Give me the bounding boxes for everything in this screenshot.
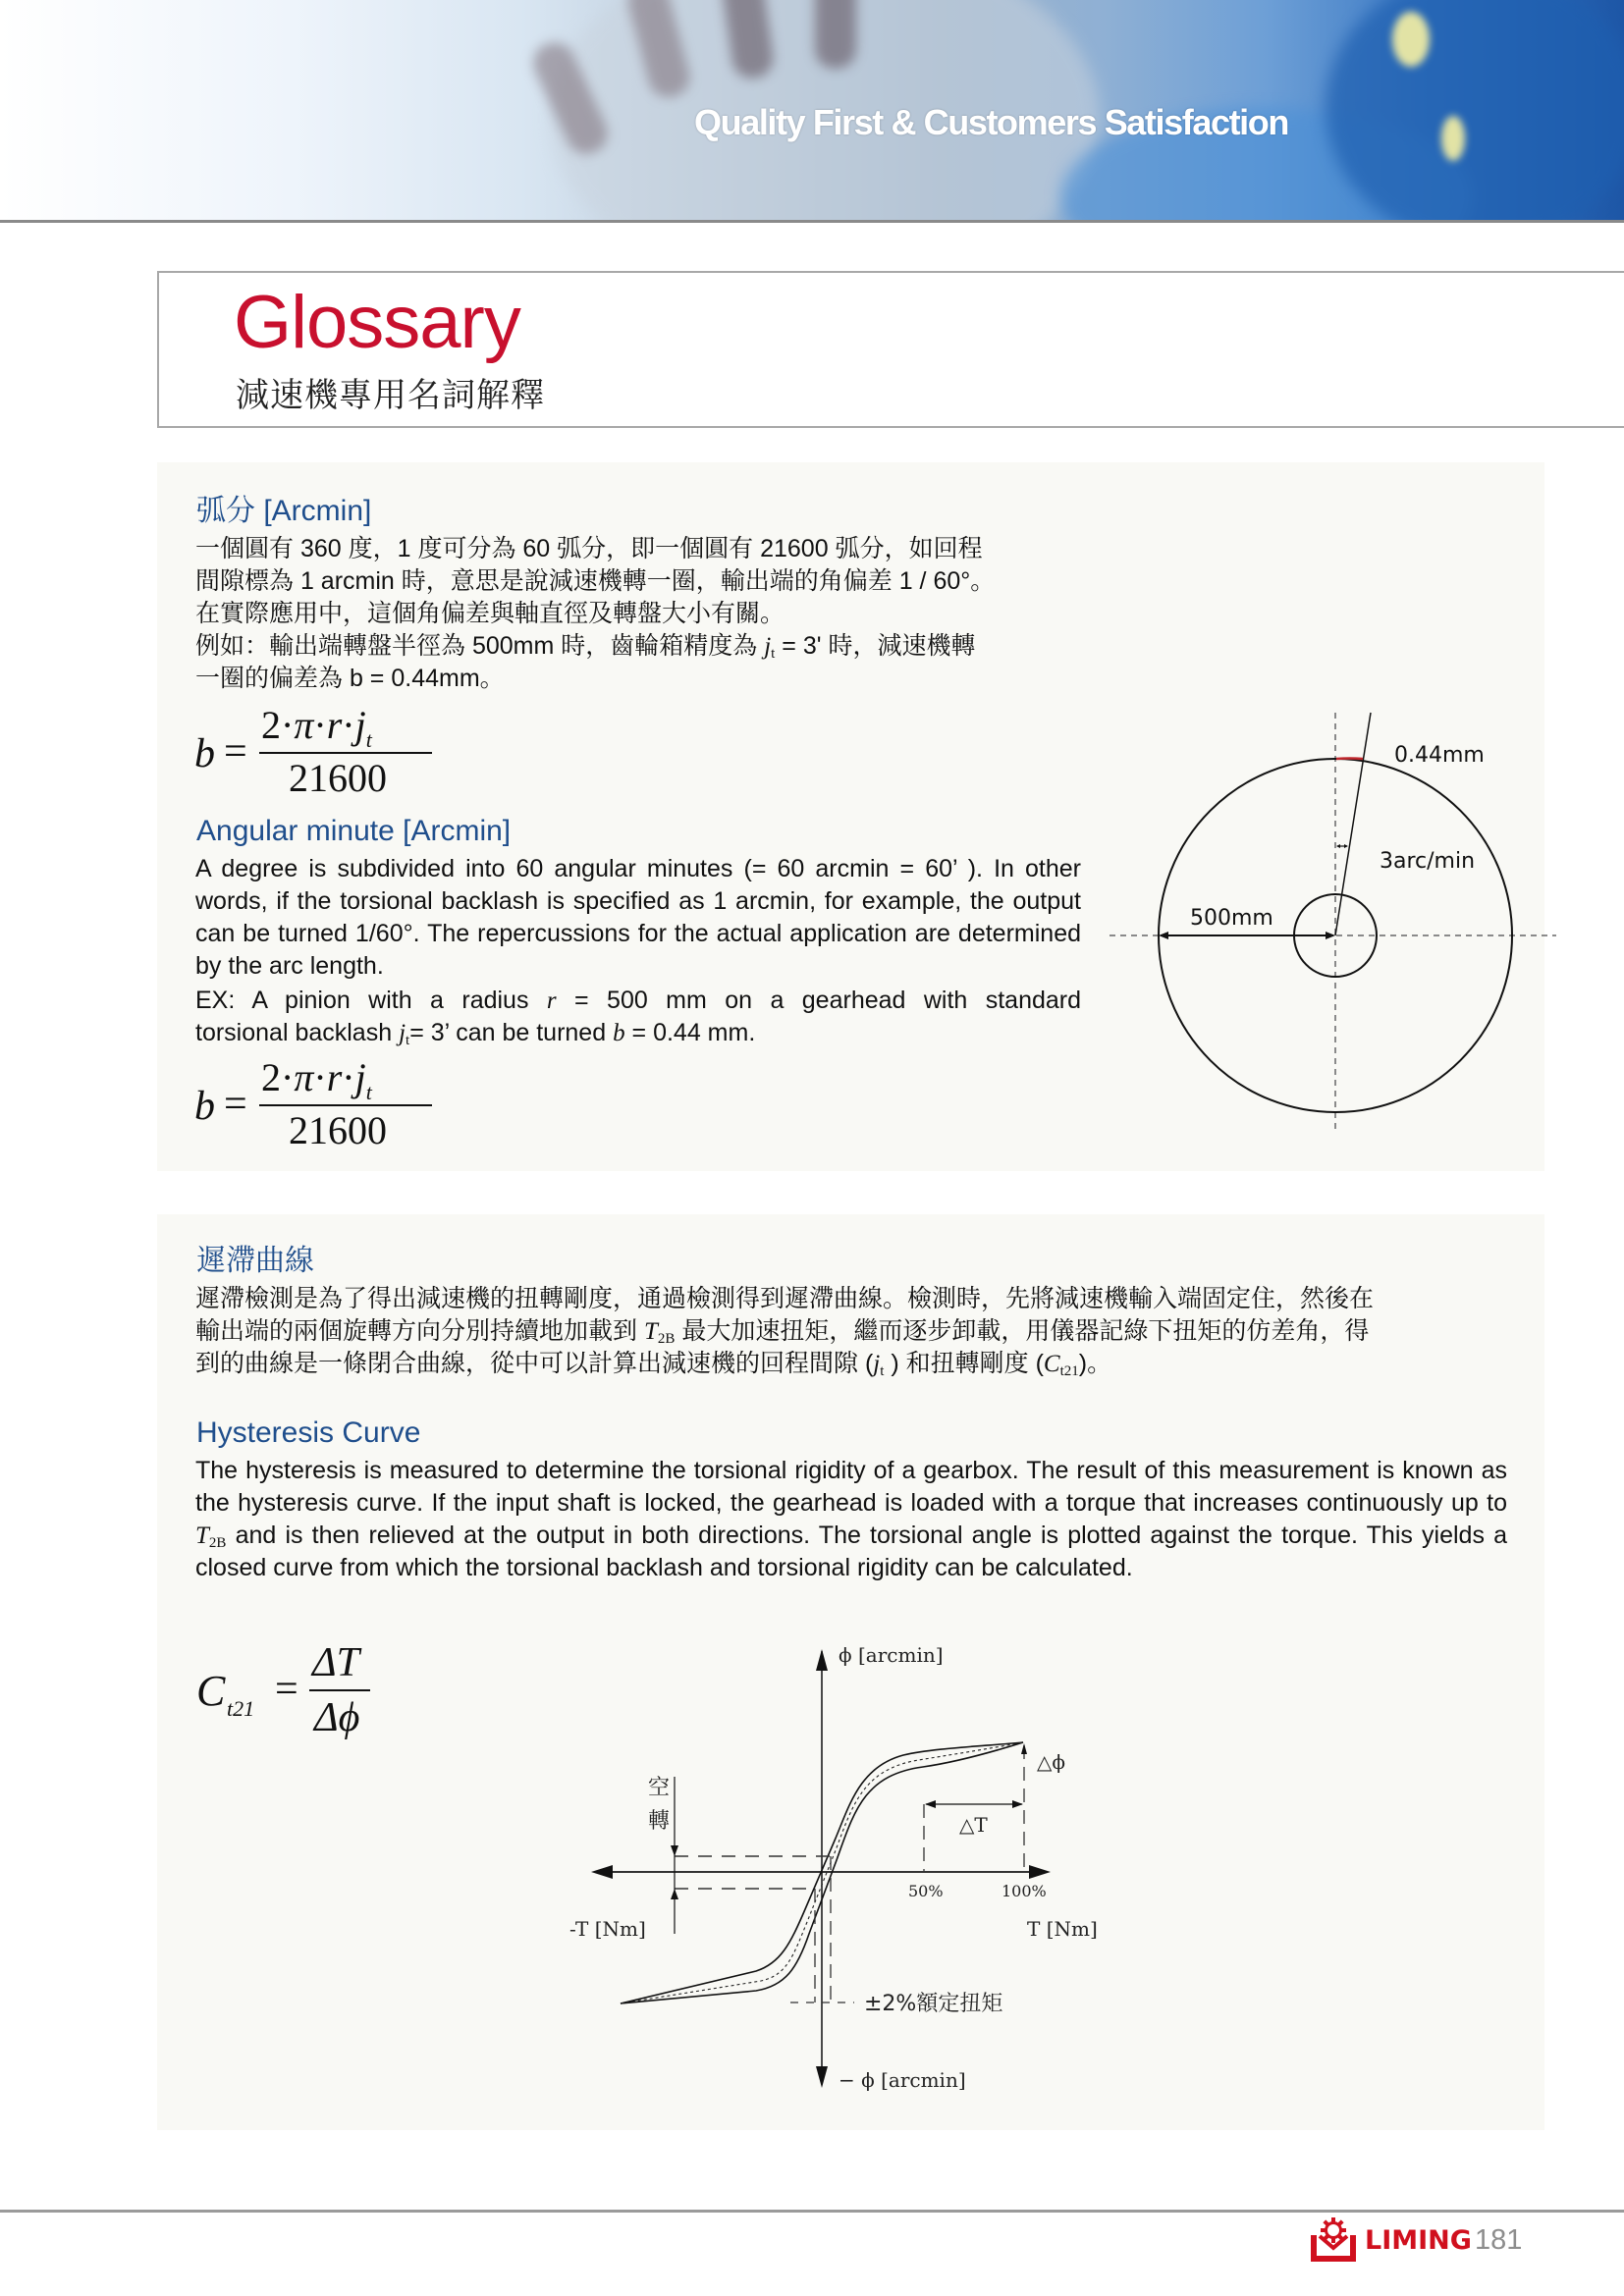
arrow-up-icon: [816, 1649, 828, 1671]
arcmin-zh-example: [195, 630, 1099, 663]
hysteresis-zh-heading: 遲滯曲線: [196, 1245, 314, 1277]
formula-equals: =: [224, 729, 247, 774]
formula-equals: =: [275, 1667, 298, 1712]
torsional-rigidity-formula: [196, 1638, 393, 1746]
title-box: [157, 271, 1624, 428]
var-sub: t: [880, 1363, 885, 1379]
formula-lhs: b: [194, 731, 215, 776]
num-part: 2·: [261, 1055, 295, 1099]
delta-t-label: △T: [959, 1813, 988, 1837]
arrow-down-icon: [671, 1845, 678, 1856]
arcmin-zh-paragraph: [195, 533, 1099, 695]
num-part: π: [294, 1055, 314, 1099]
arrow-down-icon: [816, 2066, 828, 2088]
var-j: j: [399, 1020, 406, 1046]
var-j: j: [764, 633, 772, 660]
num-part: ·: [313, 703, 327, 747]
hysteresis-en-paragraph: [195, 1455, 1507, 1617]
banner-tagline: Quality First & Customers Satisfaction: [694, 102, 1288, 142]
header-banner: [0, 0, 1624, 222]
num-part: 2·: [261, 703, 295, 747]
hysteresis-zh-paragraph: [195, 1283, 1516, 1380]
zh-text: ) 和扭轉剛度 (: [884, 1350, 1044, 1377]
arc-length-formula: [194, 1055, 450, 1153]
arcmin-zh-line: 間隙標為 1 arcmin 時，意思是說減速機轉一圈，輸出端的角偏差 1 / 60°。: [195, 567, 996, 595]
num-part: π: [294, 703, 314, 747]
num-part: ·: [342, 703, 355, 747]
arcmin-en-example-line2: [195, 1017, 1081, 1049]
arrow-left-icon: [925, 1800, 936, 1808]
var-t: T: [195, 1522, 209, 1549]
rated-torque-label: ±2%額定扭矩: [864, 1992, 1003, 2016]
banner-divider: [0, 220, 1624, 223]
zh-text: 到的曲線是一條閉合曲線，從中可以計算出減速機的回程間隙 (: [195, 1350, 874, 1377]
formula-denominator: 21600: [289, 1108, 387, 1152]
arrow-up-icon: [1021, 1743, 1027, 1754]
hysteresis-zh-line: 遲滯檢測是為了得出減速機的扭轉剛度，通過檢測得到遲滯曲線。檢測時，先將減速機輸入端固定住，然後在: [195, 1285, 1375, 1312]
formula-numerator: [261, 1055, 372, 1104]
var-sub: t21: [1059, 1363, 1079, 1379]
arrow-right-icon: [1029, 1865, 1051, 1879]
en-text: The hysteresis is measured to determine the torsional rigidity of a gearbox. The result of this measurement is known as the hysteresis curve. If the input shaft is locked, the gearhead is loaded with a torque that increases continuously up to: [195, 1457, 1507, 1517]
example-text: = 0.44 mm.: [624, 1019, 756, 1046]
var-t: T: [643, 1318, 658, 1345]
banner-gear-tooth: [815, 0, 856, 69]
logo-gear-center: [1327, 2224, 1339, 2236]
arcmin-en-heading: Angular minute [Arcmin]: [196, 815, 512, 847]
var-sub: 2B: [208, 1535, 227, 1551]
num-part: r: [326, 1055, 343, 1099]
example-text: = 3' 時，減速機轉: [775, 632, 976, 660]
arc-length-label: 0.44mm: [1394, 743, 1485, 768]
en-text: and is then relieved at the output in both directions. The torsional angle is plotted against the torque. This yields a closed curve from which the torsional backlash and torsional rigidity can be calculated.: [195, 1522, 1507, 1581]
arcmin-zh-line: 一圈的偏差為 b = 0.44mm。: [195, 665, 505, 692]
banner-light-spot: [1392, 12, 1430, 67]
num-part: ·: [342, 1055, 355, 1099]
liming-logo-icon: [1308, 2216, 1359, 2266]
hysteresis-zh-line: [195, 1315, 1516, 1348]
var-j: j: [873, 1351, 881, 1377]
x-axis-negative-label: -T [Nm]: [569, 1917, 646, 1941]
example-text: EX: A pinion with a radius: [195, 987, 529, 1014]
arrow-head-icon: [1326, 932, 1335, 939]
angle-label: 3arc/min: [1380, 849, 1476, 874]
angled-radius-line: [1335, 713, 1371, 935]
backlash-label-char: 轉: [648, 1809, 671, 1834]
example-text: = 500 mm on a gearhead with standard: [556, 987, 1082, 1014]
arrow-right-icon: [1012, 1800, 1023, 1808]
radius-label: 500mm: [1190, 906, 1273, 931]
var-sub: 2B: [657, 1331, 676, 1347]
example-text: = 3’ can be turned: [409, 1019, 607, 1046]
formula-equals: =: [224, 1082, 247, 1127]
x-axis-positive-label: T [Nm]: [1027, 1917, 1098, 1941]
var-c: C: [1043, 1351, 1060, 1377]
delta-phi-label: △ϕ: [1037, 1750, 1066, 1774]
hysteresis-diagram: [569, 1629, 1335, 2101]
formula-numerator: ΔT: [312, 1640, 360, 1685]
arrow-head-icon: [1344, 844, 1348, 848]
num-part: j: [354, 1055, 366, 1099]
fraction-bar: [309, 1689, 370, 1691]
formula-denominator: 21600: [289, 756, 387, 800]
num-part: ·: [313, 1055, 327, 1099]
page-subtitle: 減速機專用名詞解釋: [236, 377, 545, 414]
arcmin-en-paragraph: A degree is subdivided into 60 angular minutes (= 60 arcmin = 60’ ). In other words, if the torsional backlash is specified as 1 arcmin, for example, the output can be turned 1/60°. The repercussions for the actual application are determined by the arc length.: [195, 855, 1081, 980]
num-part: r: [326, 703, 343, 747]
arcmin-en-example-line1: [195, 985, 1081, 1017]
arc-length-marker: [1336, 759, 1363, 760]
arcmin-zh-heading: 弧分 [Arcmin]: [196, 495, 372, 527]
num-part: j: [354, 703, 366, 747]
brand-name: LIMING: [1365, 2225, 1472, 2256]
fraction-bar: [259, 752, 432, 754]
hysteresis-zh-line: [195, 1348, 1516, 1380]
var-r: r: [546, 988, 557, 1014]
formula-lhs-sub: t21: [227, 1696, 255, 1721]
example-text: torsional backlash: [195, 1019, 393, 1046]
arrow-head-icon: [1159, 932, 1168, 939]
y-axis-negative-label: − ϕ [arcmin]: [839, 2068, 966, 2092]
formula-numerator: [261, 703, 372, 752]
footer-divider: [0, 2210, 1624, 2213]
num-sub: t: [365, 1080, 372, 1104]
arcmin-zh-line: 在實際應用中，這個角偏差與軸直徑及轉盤大小有關。: [195, 600, 785, 627]
arc-length-formula: [194, 703, 450, 801]
arcmin-zh-line: 一個圓有 360 度，1 度可分為 60 弧分，即一個圓有 21600 弧分，如回程: [195, 535, 983, 562]
arc-circle-diagram: [1100, 697, 1571, 1148]
zh-text: )。: [1078, 1350, 1112, 1377]
page-number: 181: [1475, 2224, 1523, 2256]
var-b: b: [613, 1020, 625, 1046]
fraction-bar: [259, 1104, 432, 1106]
var-sub: t: [771, 646, 776, 662]
hysteresis-en-heading: Hysteresis Curve: [196, 1416, 421, 1449]
formula-denominator: Δϕ: [314, 1695, 360, 1740]
page-title: Glossary: [234, 281, 520, 364]
banner-blue-blur: [1326, 0, 1624, 222]
num-sub: t: [365, 727, 372, 752]
zh-text: 輸出端的兩個旋轉方向分別持續地加載到: [195, 1317, 638, 1345]
arrow-up-icon: [671, 1889, 678, 1899]
tick-label-50: 50%: [908, 1882, 944, 1900]
arrow-head-icon: [1336, 844, 1340, 848]
formula-lhs: C: [196, 1667, 226, 1715]
example-text: 例如：輸出端轉盤半徑為 500mm 時，齒輪箱精度為: [195, 632, 758, 660]
arrow-left-icon: [591, 1865, 613, 1879]
y-axis-positive-label: ϕ [arcmin]: [839, 1643, 944, 1667]
zh-text: 最大加速扭矩，繼而逐步卸載，用儀器記綠下扭矩的仿差角，得: [675, 1317, 1370, 1345]
banner-light-spot: [1441, 116, 1465, 161]
tick-label-100: 100%: [1001, 1882, 1047, 1900]
var-sub: t: [406, 1033, 410, 1048]
backlash-label-char: 空: [648, 1776, 671, 1800]
formula-lhs: b: [194, 1084, 215, 1129]
